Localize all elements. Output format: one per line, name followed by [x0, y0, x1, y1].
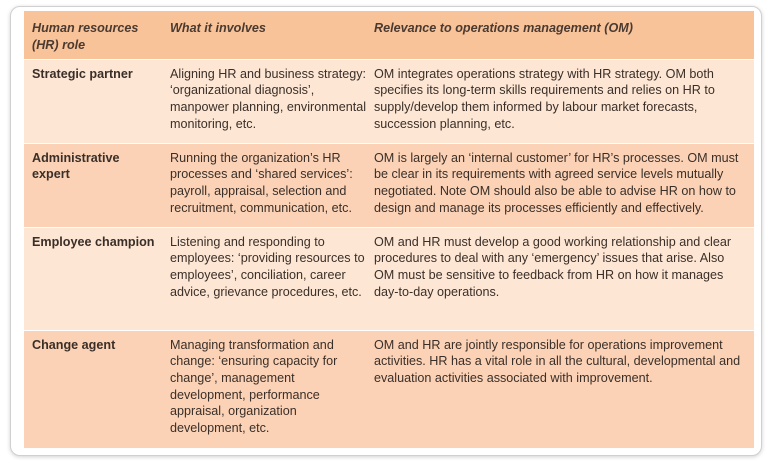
involves-cell: Running the organization’s HR processes and ‘shared services’: payroll, appraisal, selection and recruitment, communication, etc.	[170, 150, 353, 215]
involves-cell: Managing transformation and change: ‘ensuring capacity for change’, management development, performance appraisal, organization development, etc.	[170, 337, 338, 436]
involves-cell: Aligning HR and business strategy: ‘organizational diagnosis’, manpower planning, environmental monitoring, etc.	[170, 66, 367, 131]
role-cell: Employee champion	[32, 234, 155, 249]
relevance-cell: OM and HR must develop a good working relationship and clear procedures to deal with any ‘emergency’ issues that arise. Also OM must be sensitive to feedback from HR on how it manages day-to-day operations.	[374, 234, 732, 299]
role-cell: Change agent	[32, 337, 116, 352]
table-header-row	[24, 11, 754, 59]
table-row	[24, 330, 754, 448]
header-hr-role: Human resources (HR) role	[32, 21, 139, 52]
header-relevance-om: Relevance to operations management (OM)	[374, 21, 633, 35]
relevance-cell: OM integrates operations strategy with HR strategy. OM both specifies its long-term skills requirements and relies on HR to supply/develop them informed by labour market forecasts, succession planning, etc.	[374, 66, 715, 131]
role-cell	[24, 143, 166, 227]
table-row	[24, 59, 754, 143]
relevance-cell: OM and HR are jointly responsible for operations improvement activities. HR has a vital role in all the cultural, developmental and evaluation activities associated with improvement.	[374, 337, 741, 385]
hr-roles-table	[24, 11, 754, 448]
table-row	[24, 143, 754, 227]
header-what-it-involves: What it involves	[170, 21, 266, 35]
role-cell: Strategic partner	[32, 66, 133, 81]
relevance-cell: OM is largely an ‘internal customer’ for HR’s processes. OM must be clear in its requirements with agreed service levels mutually negotiated. Note OM should also be able to advise HR on how to design and manage its processes efficiently and effectively.	[374, 150, 739, 215]
role-label: Administrative expert	[32, 150, 120, 182]
involves-cell: Listening and responding to employees: ‘providing resources to employees’, conciliation, career advice, grievance procedures, etc.	[170, 234, 365, 299]
table-row	[24, 227, 754, 330]
